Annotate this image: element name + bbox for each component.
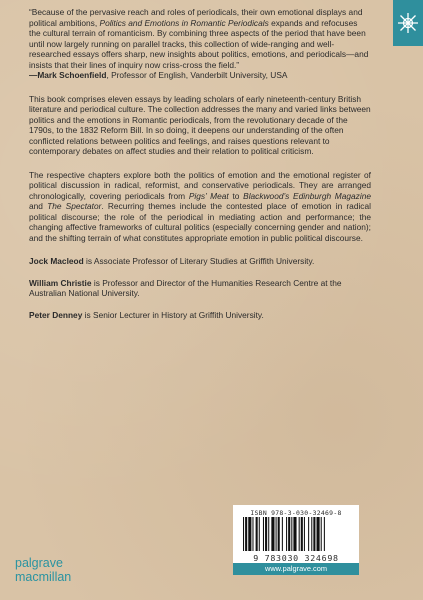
quote-text-start: “Because of the pervasive reach and roles of periodicals, their own emotional displays and political ambitions, [29, 7, 363, 28]
quote-attribution [29, 70, 287, 80]
palgrave-emblem-icon [393, 0, 423, 46]
isbn-label: ISBN 978-3-030-32469-8 [250, 509, 342, 517]
author-bio-text: is Professor and Director of the Humanities Research Centre at the Australian National University. [29, 277, 342, 298]
author-bio-text: is Senior Lecturer in History at Griffith University. [82, 309, 264, 320]
para2-periodical-3: The Spectator [47, 201, 102, 211]
publisher-logo [15, 557, 71, 584]
author-name: Jock Macleod [29, 256, 84, 266]
publisher-logo-line-1: palgrave [15, 556, 63, 570]
endorsement-quote [29, 7, 371, 81]
para2-text-3: and [29, 201, 48, 211]
barcode-bars-icon [243, 517, 351, 551]
author-name: Peter Denney [29, 309, 83, 320]
author-bio [29, 256, 371, 267]
para2-text-4: . Recurring themes include the contested place of emotion in radical political discourse; the role of the periodical in mediating action and performance; the changing affective frameworks of cultural politics (especially concerning gender and nation); and the shifting terrain of what constitutes appropriate emotion in public political discourse. [29, 201, 371, 243]
author-bio [29, 278, 371, 299]
quote-book-title: Politics and Emotions in Romantic Periodicals [99, 17, 269, 28]
barcode-digits: 9 783030 324698 [253, 553, 339, 563]
publisher-logo-line-2: macmillan [15, 570, 72, 584]
author-bio [29, 310, 371, 321]
para2-text-2: to [228, 190, 244, 201]
author-name: William Christie [29, 277, 92, 288]
emblem-glyph-icon [397, 12, 419, 34]
author-bio-text: is Associate Professor of Literary Studies at Griffith University. [83, 256, 315, 266]
blurb-column [29, 7, 371, 331]
isbn-barcode [233, 505, 359, 563]
attribution-name: Mark Schoenfield [37, 70, 107, 80]
attribution-role: , Professor of English, Vanderbilt University, USA [106, 70, 288, 80]
para2-periodical-2: Blackwood’s Edinburgh Magazine [243, 190, 371, 201]
para2-text-1: The respective chapters explore both the politics of emotion and the emotional register of political discussion in radical, reformist, and conservative periodicals. They are arranged chronologically, covering periodicals from [29, 169, 371, 201]
description-paragraph-2 [29, 170, 371, 244]
quote-text-end: expands and refocuses the cultural terrain of romanticism. By combining three aspects of the period that have been until now largely running on parallel tracks, this collection of wide-ranging and well-researched essays offers sharp, new insights about politics, emotions, and periodicals—and insists that their lines of inquiry now criss-cross the field.” [29, 17, 369, 70]
para2-periodical-1: Pigs’ Meat [188, 190, 229, 201]
description-paragraph-1: This book comprises eleven essays by leading scholars of early nineteenth-century British literature and periodical culture. The collection addresses the many and varied links between politics and the emotions in Romantic periodicals, from the revolutionary decade of the 1790s, to the 1832 Reform Bill. In so doing, it deepens our understanding of the often conflicted relations between politics and feelings, and raises questions relevant to contemporary debates on affect studies and their relation to political criticism. [29, 93, 371, 156]
attribution-dash: — [29, 70, 38, 80]
publisher-website: www.palgrave.com [233, 563, 359, 575]
